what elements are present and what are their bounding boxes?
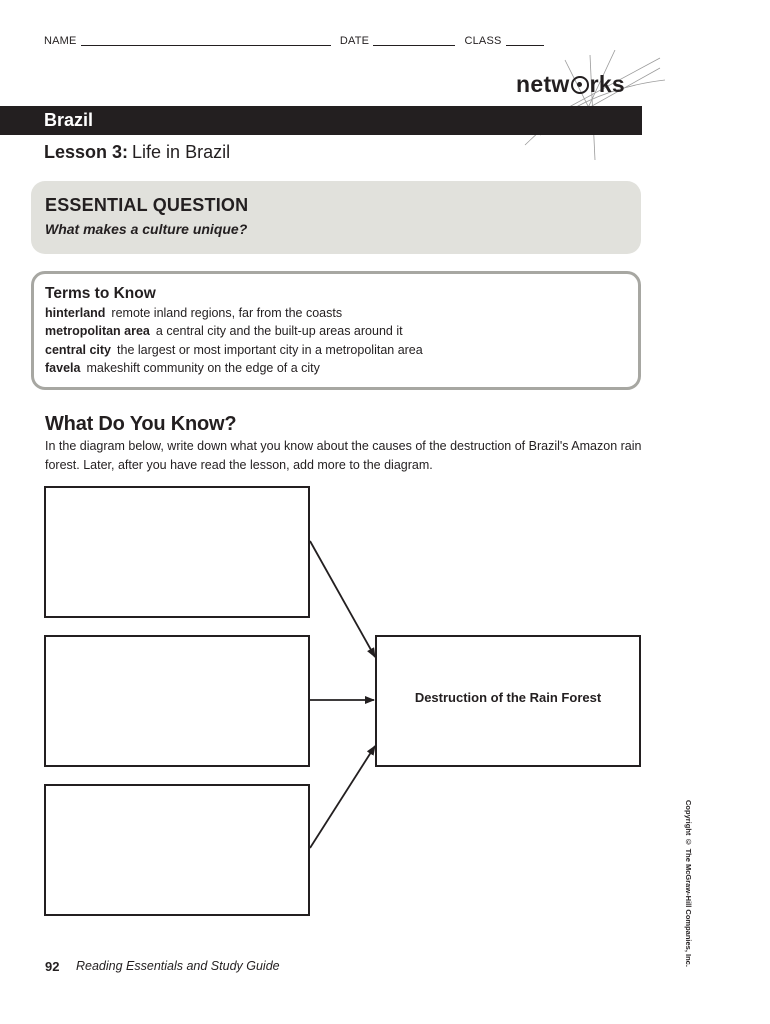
lesson-name: Life in Brazil <box>132 142 231 162</box>
term-item: favela makeshift community on the edge of a city <box>45 361 320 375</box>
copyright-notice: Copyright © The McGraw-Hill Companies, Inc. <box>684 800 693 967</box>
page-number: 92 <box>45 959 60 974</box>
terms-title: Terms to Know <box>45 285 156 302</box>
effect-label: Destruction of the Rain Forest <box>414 690 602 705</box>
chapter-title: Brazil <box>44 110 94 130</box>
networks-logo: netw rks <box>516 71 626 97</box>
term-item: metropolitan area a central city and the built-up areas around it <box>45 324 403 338</box>
class-label: CLASS <box>464 35 502 47</box>
activity-instructions: In the diagram below, write down what you know about the causes of the destruction of Brazil's Amazon rain forest. Later, after you have read the lesson, add more to the diagram. <box>45 439 642 472</box>
essential-question-text: What makes a culture unique? <box>45 221 248 237</box>
arrow-1 <box>310 541 375 657</box>
term-item: hinterland remote inland regions, far from the coasts <box>45 306 343 320</box>
date-label: DATE <box>339 35 370 47</box>
lesson-label: Lesson 3: <box>44 142 129 162</box>
essential-question-heading: ESSENTIAL QUESTION <box>45 195 249 215</box>
book-title: Reading Essentials and Study Guide <box>76 959 280 973</box>
activity-heading: What Do You Know? <box>45 413 237 435</box>
name-label: NAME <box>44 35 77 47</box>
term-item: central city the largest or most important city in a metropolitan area <box>45 343 423 357</box>
arrow-3 <box>310 746 375 848</box>
